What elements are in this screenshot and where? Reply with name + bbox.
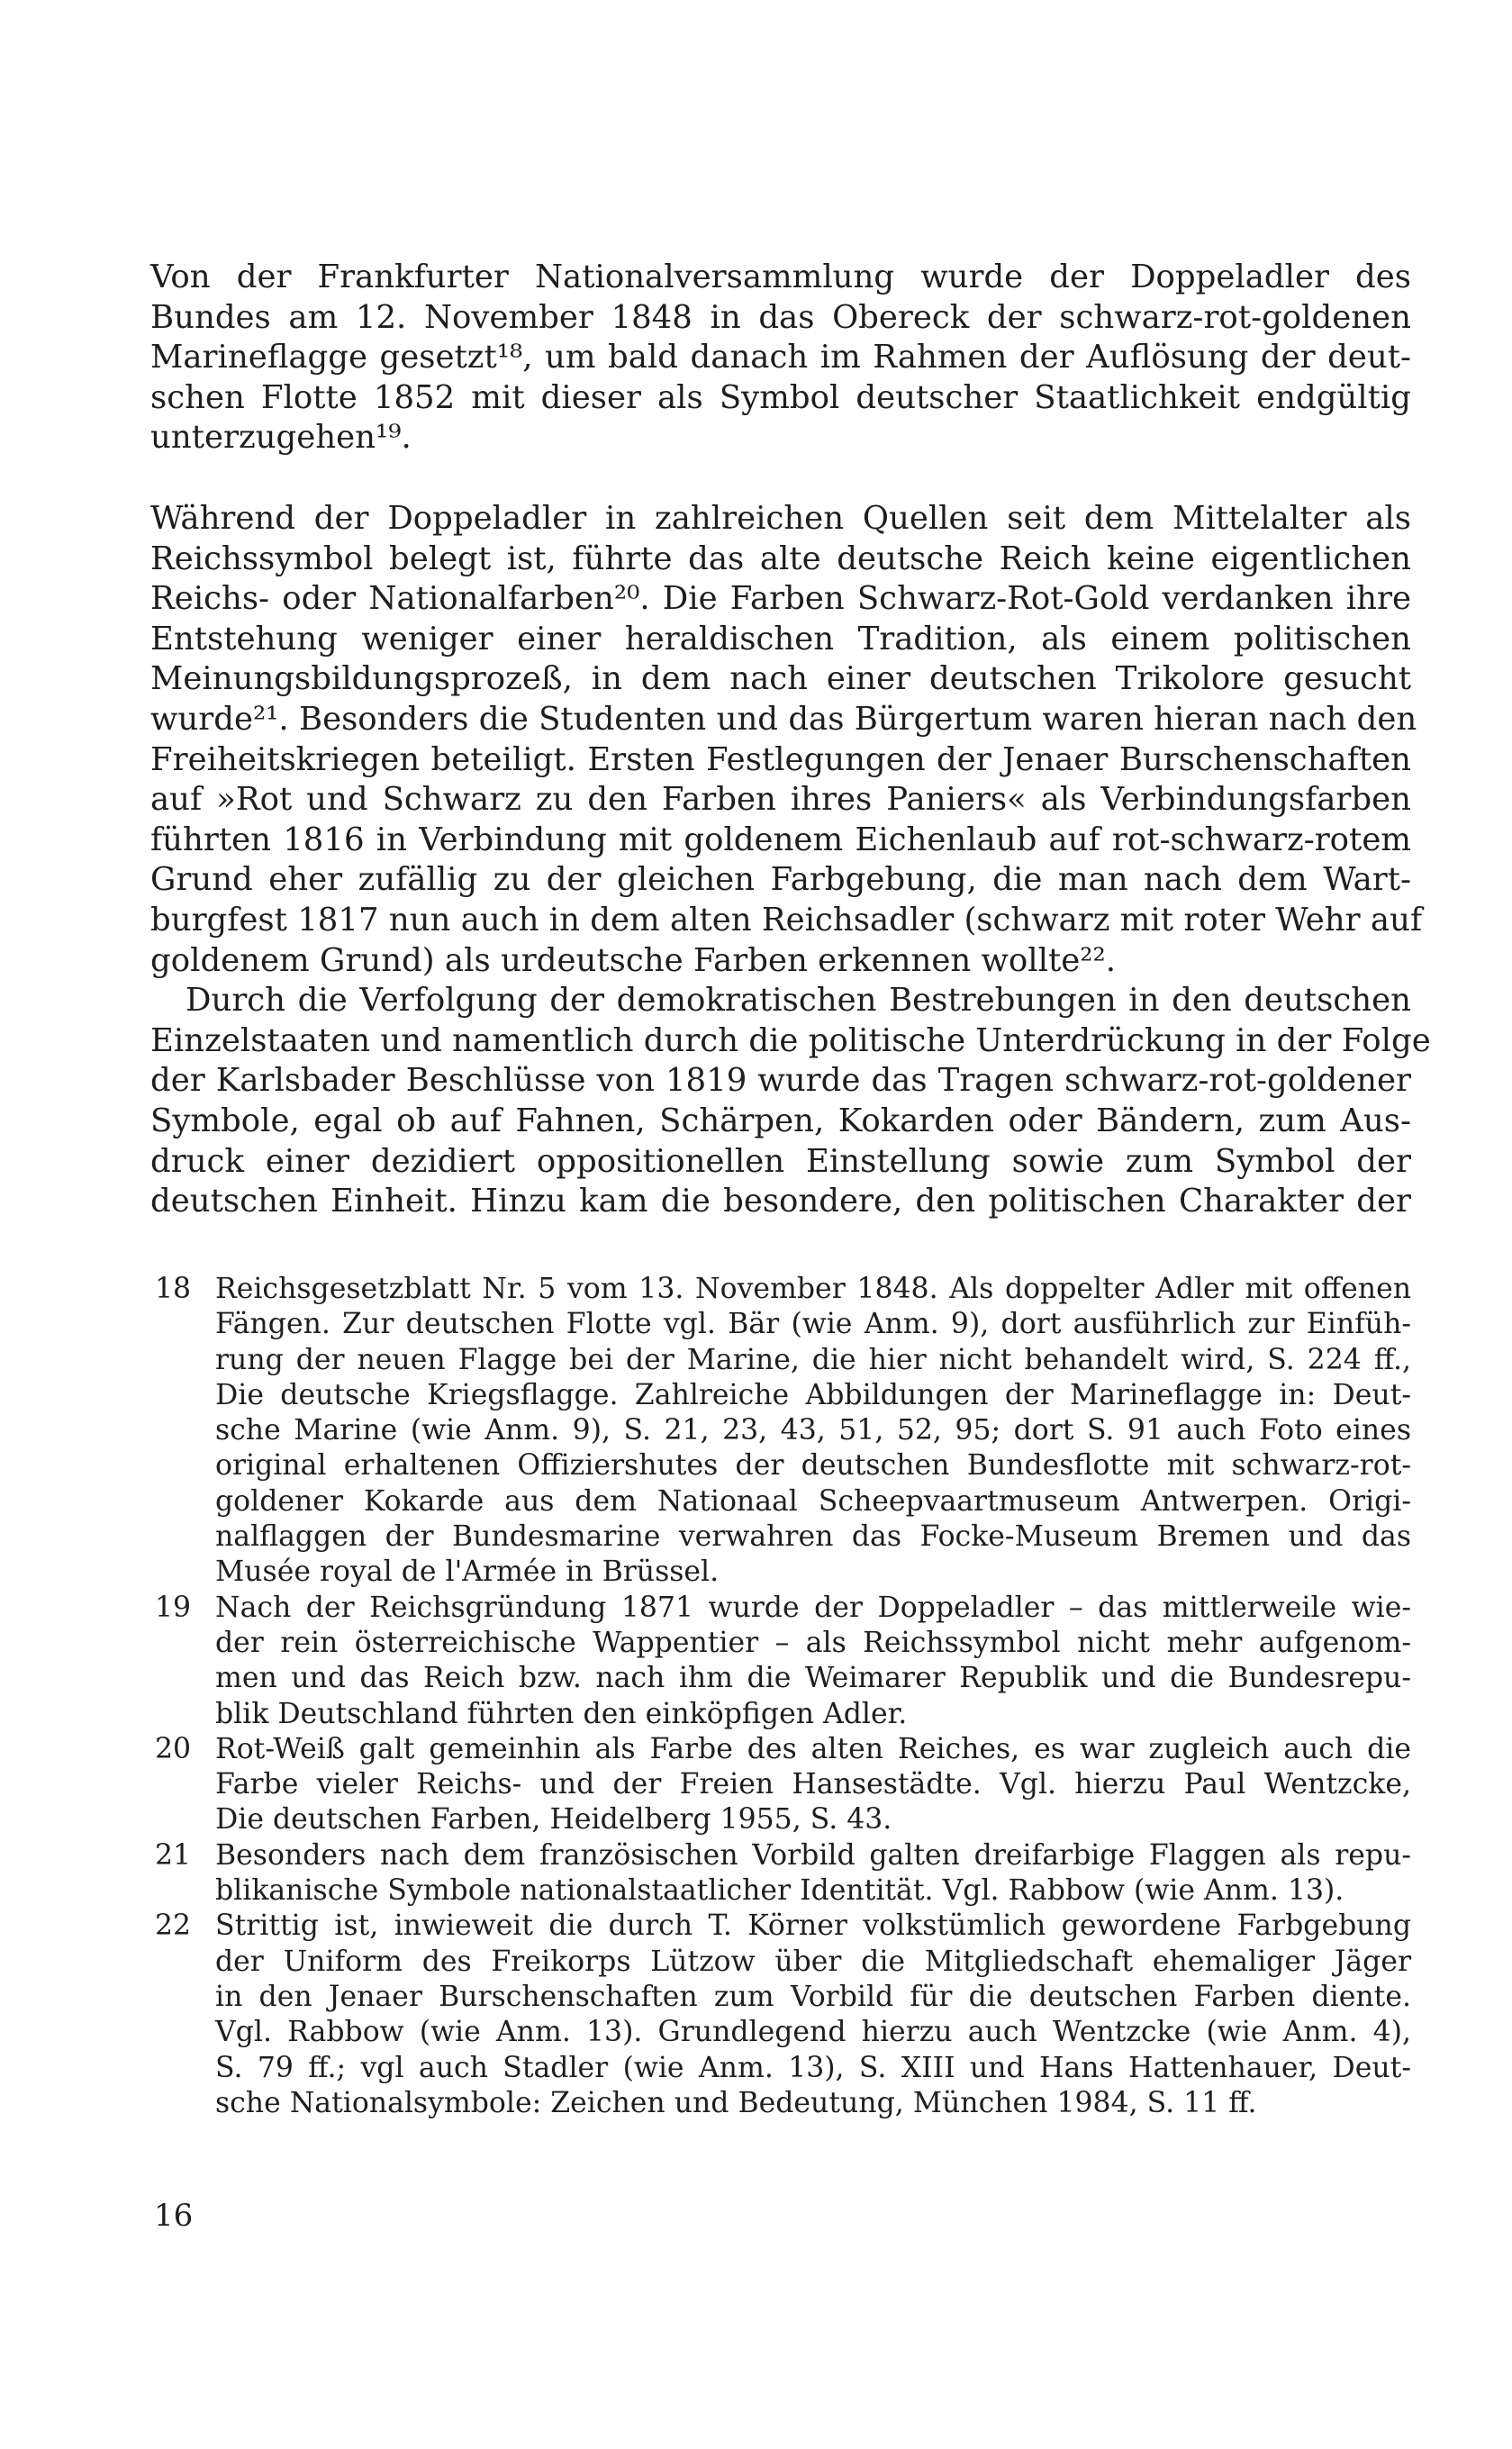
footnote-line: Musée royal de l'Armée in Brüssel. [215,1556,720,1589]
footnote-line: Vgl. Rabbow (wie Anm. 13). Grundlegend hierzu auch Wentzcke (wie Anm. 4), [215,2016,1411,2049]
text-line: Symbole, egal ob auf Fahnen, Schärpen, Kokarden oder Bändern, zum Aus- [150,1102,1411,1139]
text-line: druck einer dezidiert oppositionellen Einstellung sowie zum Symbol der [150,1142,1411,1180]
footnote-line: goldener Kokarde aus dem Nationaal Scheepvaartmuseum Antwerpen. Origi- [215,1484,1411,1518]
footnotes [150,1272,1411,2121]
footnote-line: nalflaggen der Bundesmarine verwahren das Focke-Museum Bremen und das [215,1520,1411,1554]
footnote-line: rung der neuen Flagge bei der Marine, die hier nicht behandelt wird, S. 224 ff., [215,1343,1411,1376]
footnote-21 [150,1838,1411,1909]
footnote-line: Strittig ist, inwieweit die durch T. Körner volkstümlich gewordene Farbgebung [215,1909,1411,1943]
footnote-line: sche Marine (wie Anm. 9), S. 21, 23, 43, 51, 52, 95; dort S. 91 auch Foto eines [215,1414,1411,1447]
page-number: 16 [154,2198,194,2234]
footnote-line: S. 79 ff.; vgl auch Stadler (wie Anm. 13), S. XIII und Hans Hattenhauer, Deut- [215,2051,1411,2084]
footnote-line: Nach der Reichsgründung 1871 wurde der Doppeladler – das mittlerweile wie- [215,1591,1411,1624]
footnote-18 [150,1272,1411,1591]
text-line: Entstehung weniger einer heraldischen Tradition, als einem politischen [150,620,1411,658]
footnote-line: Die deutschen Farben, Heidelberg 1955, S. 43. [215,1803,892,1837]
footnote-number: 22 [155,1909,192,1943]
paragraph-2 [150,499,1431,1222]
text-line: der Karlsbader Beschlüsse von 1819 wurde das Tragen schwarz-rot-goldener [150,1062,1411,1100]
text-line: Freiheitskriegen beteiligt. Ersten Festlegungen der Jenaer Burschenschaften [150,740,1411,778]
text-line: schen Flotte 1852 mit dieser als Symbol deutscher Staatlichkeit endgültig [150,378,1411,416]
footnote-line: in den Jenaer Burschenschaften zum Vorbild für die deutschen Farben diente. [215,1980,1411,2013]
text-line: Meinungsbildungsprozeß, in dem nach einer deutschen Trikolore gesucht [150,660,1411,698]
footnote-20 [150,1732,1411,1838]
footnote-line: men und das Reich bzw. nach ihm die Weimarer Republik und die Bundesrepu- [215,1662,1411,1695]
footnote-line: Fängen. Zur deutschen Flotte vgl. Bär (wie Anm. 9), dort ausführlich zur Einfüh- [215,1308,1411,1341]
text-line: führten 1816 in Verbindung mit goldenem Eichenlaub auf rot-schwarz-rotem [150,821,1411,858]
footnote-number: 19 [155,1591,192,1624]
footnote-line: Die deutsche Kriegsflagge. Zahlreiche Abbildungen der Marineflagge in: Deut- [215,1378,1411,1411]
footnote-number: 21 [155,1838,192,1872]
text-line: Durch die Verfolgung der demokratischen Bestrebungen in den deutschen [186,982,1411,1020]
footnote-line: Rot-Weiß galt gemeinhin als Farbe des alten Reiches, es war zugleich auch die [215,1732,1411,1765]
paragraph-1 [150,258,1411,458]
text-line: unterzugehen¹⁹. [150,419,412,457]
footnote-line: Farbe vieler Reichs- und der Freien Hansestädte. Vgl. hierzu Paul Wentzcke, [215,1768,1411,1801]
text-line: Bundes am 12. November 1848 in das Obereck der schwarz-rot-goldenen [150,298,1411,336]
footnote-line: der Uniform des Freikorps Lützow über die Mitgliedschaft ehemaliger Jäger [215,1945,1411,1978]
text-line: burgfest 1817 nun auch in dem alten Reichsadler (schwarz mit roter Wehr auf [150,901,1423,939]
text-line: Während der Doppeladler in zahlreichen Quellen seit dem Mittelalter als [150,500,1411,537]
text-line: Einzelstaaten und namentlich durch die politische Unterdrückung in der Folge [150,1021,1431,1059]
footnote-number: 20 [155,1732,192,1765]
text-line: Grund eher zufällig zu der gleichen Farbgebung, die man nach dem Wart- [150,861,1411,899]
text-line: Von der Frankfurter Nationalversammlung wurde der Doppeladler des [150,259,1411,295]
footnote-line: blikanische Symbole nationalstaatlicher Identität. Vgl. Rabbow (wie Anm. 13). [215,1874,1345,1908]
footnote-number: 18 [155,1273,192,1305]
text-line: wurde²¹. Besonders die Studenten und das Bürgertum waren hieran nach den [150,700,1417,738]
text-line: auf »Rot und Schwarz zu den Farben ihres Paniers« als Verbindungsfarben [150,781,1411,819]
footnote-22 [150,1909,1411,2121]
footnote-line: original erhaltenen Offiziershutes der deutschen Bundesflotte mit schwarz-rot- [215,1449,1411,1483]
text-line: deutschen Einheit. Hinzu kam die besondere, den politischen Charakter der [150,1183,1411,1220]
footnote-line: Besonders nach dem französischen Vorbild galten dreifarbige Flaggen als repu- [215,1838,1411,1872]
footnote-line: blik Deutschland führten den einköpfigen Adler. [215,1697,908,1730]
text-line: Reichssymbol belegt ist, führte das alte deutsche Reich keine eigentlichen [150,540,1411,577]
footnote-line: sche Nationalsymbole: Zeichen und Bedeutung, München 1984, S. 11 ff. [215,2086,1257,2119]
text-line: Marineflagge gesetzt¹⁸, um bald danach im Rahmen der Auflösung der deut- [150,339,1411,376]
footnote-line: der rein österreichische Wappentier – als Reichssymbol nicht mehr aufgenom- [215,1626,1411,1659]
text-line: Reichs- oder Nationalfarben²⁰. Die Farben Schwarz-Rot-Gold verdanken ihre [150,580,1411,618]
text-line: goldenem Grund) als urdeutsche Farben erkennen wollte²². [150,941,1117,979]
footnote-19 [150,1591,1411,1732]
footnote-line: Reichsgesetzblatt Nr. 5 vom 13. November 1848. Als doppelter Adler mit offenen [215,1273,1411,1305]
